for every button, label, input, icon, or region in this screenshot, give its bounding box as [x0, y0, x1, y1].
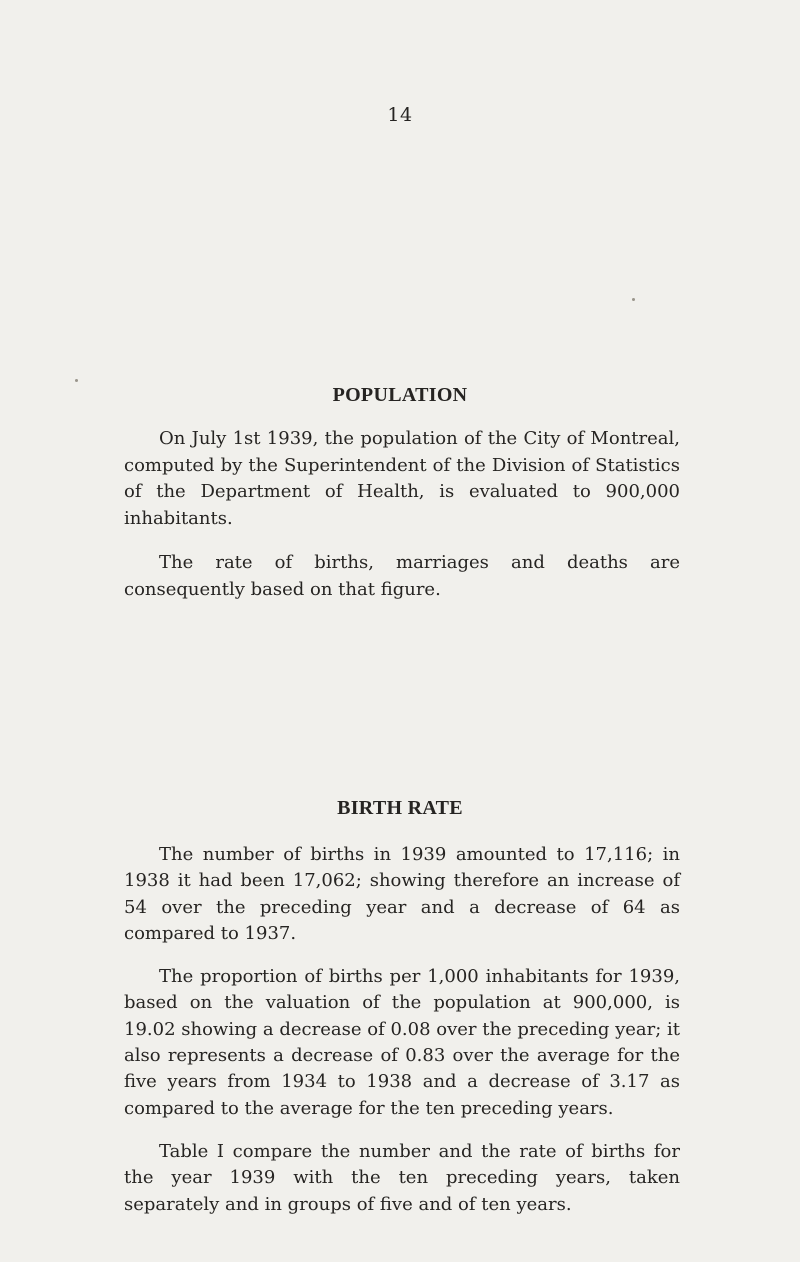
- population-paragraph-1: On July 1st 1939, the population of the City of Montreal, computed by the Superintendent of the Division of Statistics of the Department of Health, is evaluated to 900,000 inhabitants.: [124, 428, 680, 529]
- population-section: [124, 426, 680, 621]
- paper-speck: [75, 379, 78, 382]
- birth-rate-paragraph-2: The proportion of births per 1,000 inhabitants for 1939, based on the valuation of the population at 900,000, is 19.02 showing a decrease of 0.08 over the preceding year; it also represents a decrease of 0.83 over the average for the five years from 1934 to 1938 and a decrease of 3.17 as compared to the average for the ten preceding years.: [124, 966, 680, 1119]
- birth-rate-paragraph-1: The number of births in 1939 amounted to 17,116; in 1938 it had been 17,062; showing therefore an increase of 54 over the preceding year and a decrease of 64 as compared to 1937.: [124, 844, 680, 944]
- page-number: 14: [387, 104, 413, 126]
- section-heading-birth-rate: BIRTH RATE: [337, 796, 463, 819]
- paper-speck: [632, 298, 635, 301]
- birth-rate-paragraph-3: Table I compare the number and the rate of births for the year 1939 with the ten preceding years, taken separately and in groups of five and of ten years.: [124, 1140, 680, 1215]
- population-paragraph-2: The rate of births, marriages and deaths are consequently based on that figure.: [124, 552, 680, 600]
- section-heading-population: POPULATION: [332, 383, 468, 406]
- birth-rate-section: [124, 842, 680, 1235]
